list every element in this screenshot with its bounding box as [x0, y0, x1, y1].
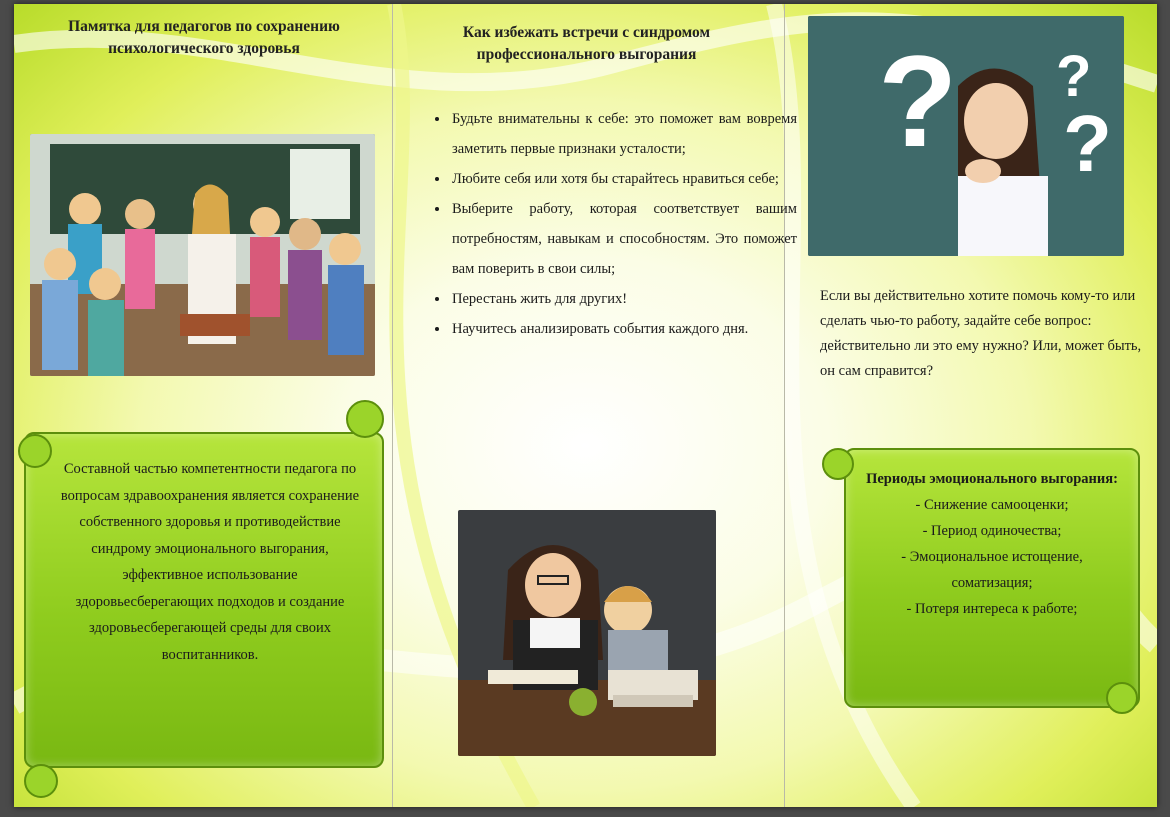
tip-item: • Выберите работу, которая соответствует вашим потребностям, навыкам и способностям. Это поможет вам поверить в свои силы; — [450, 194, 797, 284]
tip-item: • Будьте внимательны к себе: это поможет вам вовремя заметить первые признаки усталости; — [450, 104, 797, 164]
scroll-curl-top — [346, 400, 384, 438]
tip-item: • Любите себя или хотя бы старайтесь нравиться себе; — [450, 164, 797, 194]
panel-divider-left — [392, 4, 393, 807]
teacher-child-photo — [458, 510, 716, 756]
periods-heading: Периоды эмоционального выгорания: — [866, 471, 1118, 487]
periods-curl-right — [1106, 682, 1138, 714]
period-item: - Потеря интереса к работе; — [906, 601, 1078, 617]
periods-curl-left — [822, 448, 854, 480]
classroom-photo — [30, 134, 375, 376]
brochure-page — [14, 4, 1157, 807]
svg-text:?: ? — [1063, 99, 1112, 188]
scroll-curl-bottom — [24, 764, 58, 798]
left-panel-title: Памятка для педагогов по сохранению психологического здоровья — [68, 18, 340, 57]
thinking-woman-illustration — [808, 16, 1124, 256]
period-item: - Снижение самооценки; — [915, 497, 1069, 513]
scroll-curl-left — [18, 434, 52, 468]
thinking-woman-photo — [808, 16, 1124, 256]
teacher-child-illustration — [458, 510, 716, 756]
question-text: Если вы действительно хотите помочь кому-то или сделать чью-то работу, задайте себе вопрос: действительно ли это ему нужно? Или, может быть, он сам справится? — [820, 288, 1142, 379]
left-scroll-text: Составной частью компетентности педагога по вопросам здравоохранения является сохранение собственного здоровья и противодействие синдрому эмоционального выгорания, эффективное использование здоровьесберегающих подходов и создание здоровьесберегающей среды для своих воспитанников. — [60, 461, 360, 663]
classroom-illustration — [30, 134, 375, 376]
middle-panel-title: Как избежать встречи с синдромом профессионального выгорания — [462, 24, 711, 63]
tip-item: • Перестань жить для других! — [450, 284, 797, 314]
svg-text:?: ? — [1056, 44, 1092, 109]
periods-block — [864, 466, 1120, 622]
period-item: - Эмоциональное истощение, соматизация; — [901, 549, 1083, 591]
period-item: - Период одиночества; — [922, 523, 1062, 539]
tip-item: • Научитесь анализировать события каждого дня. — [450, 314, 797, 344]
tips-list — [432, 104, 797, 344]
svg-text:?: ? — [878, 28, 958, 174]
